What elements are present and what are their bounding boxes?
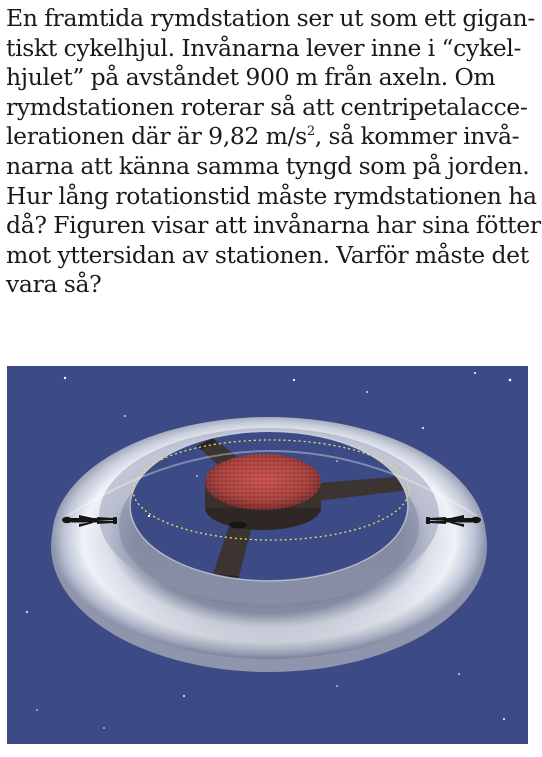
problem-line-1: En framtida rymdstation ser ut som ett gigan- [6, 4, 535, 32]
problem-line-10: vara så? [6, 270, 102, 299]
problem-line-3: hjulet” på avståndet 900 m från axeln. Om [6, 63, 496, 92]
problem-line-7: Hur lång rotationstid måste rymdstationen ha [6, 181, 537, 210]
problem-line-4: rymdstationen roterar så att centripetalacce- [6, 92, 528, 121]
problem-line-6: narna att känna samma tyngd som på jorden. [6, 151, 530, 180]
problem-line-2: tiskt cykelhjul. Invånarna lever inne i “cykel- [6, 33, 522, 62]
problem-line-9: mot yttersidan av stationen. Varför måste det [6, 240, 529, 269]
problem-line-8: då? Figuren visar att invånarna har sina fötter [6, 211, 541, 240]
problem-text [6, 4, 540, 300]
problem-line-5 [6, 122, 540, 152]
space-station-figure [7, 366, 528, 744]
acceleration-text-end: , så kommer invå- [314, 122, 520, 151]
space-station-illustration [7, 366, 528, 744]
exponent: 2 [306, 124, 315, 140]
acceleration-text: lerationen där är 9,82 m/s [6, 122, 307, 151]
